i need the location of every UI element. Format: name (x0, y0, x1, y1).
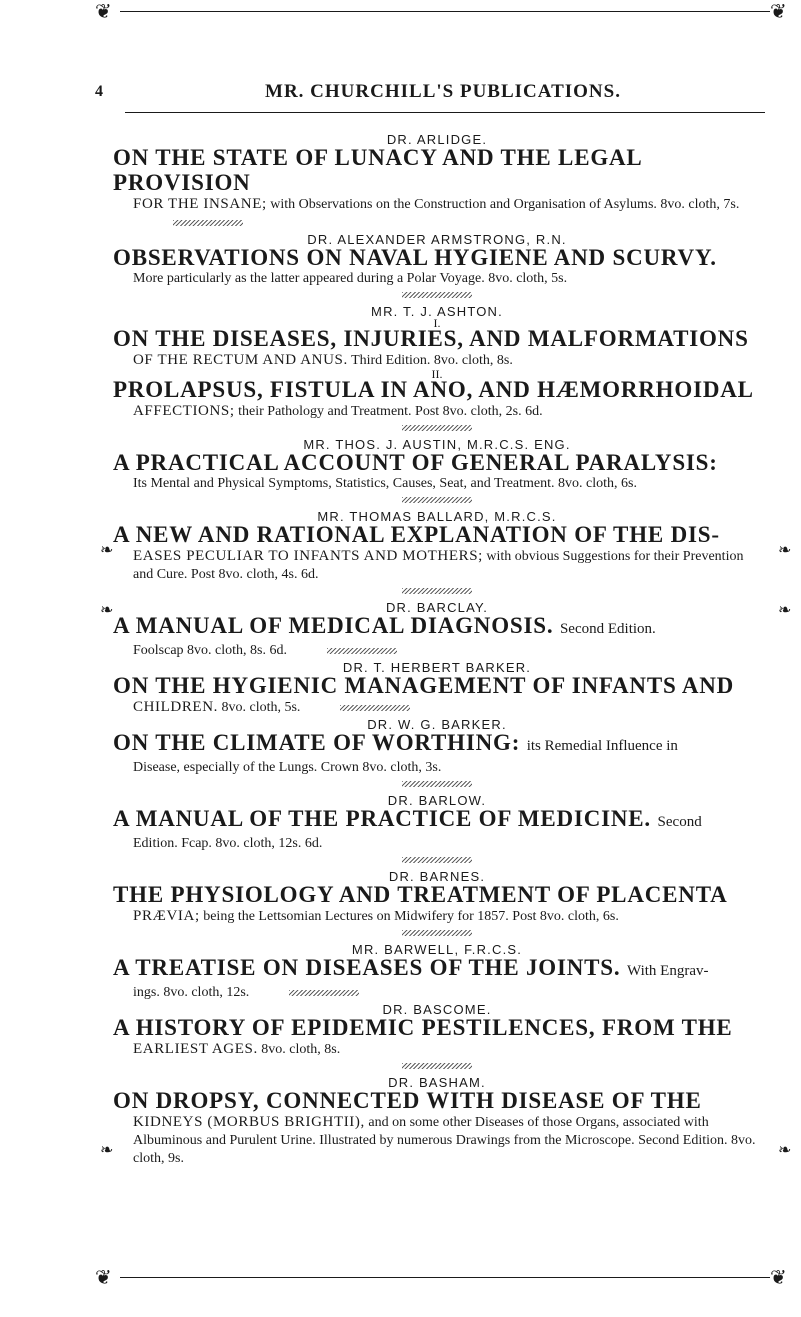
entry-title: ON THE HYGIENIC MANAGEMENT OF INFANTS AND (113, 673, 735, 698)
entry-description (133, 907, 761, 926)
entry-author: DR. BARNES. (388, 869, 486, 884)
entry-description (133, 1040, 761, 1059)
entry-number: I. (433, 316, 441, 330)
entry-description-caps: EARLIEST AGES. (133, 1041, 258, 1057)
entry-title: ON DROPSY, CONNECTED WITH DISEASE OF THE (113, 1088, 702, 1113)
catalogue-entry (113, 869, 761, 936)
entry-description-text: with obvious Suggestions for their Prevention and Cure. Post 8vo. cloth, 4s. 6d. (133, 549, 744, 582)
entry-description-caps: FOR THE INSANE; (133, 196, 267, 212)
entry-description-text: Foolscap 8vo. cloth, 8s. 6d. (133, 643, 287, 658)
entry-title: OBSERVATIONS ON NAVAL HYGIENE AND SCURVY. (113, 245, 717, 270)
entry-title: A HISTORY OF EPIDEMIC PESTILENCES, FROM THE (113, 1015, 733, 1040)
entry-title-tail: Second (657, 814, 702, 830)
wavy-divider (173, 220, 243, 226)
entry-title (113, 730, 761, 759)
wavy-divider (289, 990, 359, 996)
entry-description-text: ings. 8vo. cloth, 12s. (133, 985, 250, 1000)
catalogue-entry (113, 793, 761, 863)
entry-author: DR. BASHAM. (388, 1075, 486, 1090)
entry-description (133, 1113, 761, 1168)
entry-description-text: 8vo. cloth, 8s. (261, 1042, 341, 1057)
catalogue-entry (113, 600, 761, 660)
catalogue-entry (113, 1075, 761, 1168)
entry-author: DR. ALEXANDER ARMSTRONG, R.N. (307, 232, 567, 247)
right-margin-ornament-icon: ❧ (778, 542, 792, 559)
entry-title-text: ON THE CLIMATE OF WORTHING: (113, 730, 521, 755)
page-number: 4 (95, 83, 104, 100)
entry-title: A NEW AND RATIONAL EXPLANATION OF THE DIS- (113, 522, 720, 547)
entry-description-text: being the Lettsomian Lectures on Midwifery for 1857. Post 8vo. cloth, 6s. (203, 909, 619, 924)
running-title: MR. CHURCHILL'S PUBLICATIONS. (265, 81, 621, 102)
entry-author: MR. THOMAS BALLARD, M.R.C.S. (317, 509, 557, 524)
header-under-rule (125, 112, 765, 113)
wavy-divider (402, 425, 472, 431)
entry-title: THE PHYSIOLOGY AND TREATMENT OF PLACENTA (113, 882, 728, 907)
entry-description-caps: KIDNEYS (MORBUS BRIGHTII), (133, 1114, 365, 1130)
entry-title-text: A TREATISE ON DISEASES OF THE JOINTS. (113, 955, 621, 980)
right-margin-ornament-icon: ❧ (778, 1142, 792, 1159)
entry-description-caps: OF THE RECTUM AND ANUS. (133, 352, 348, 368)
wavy-divider (340, 705, 410, 711)
entry-description-caps: AFFECTIONS; (133, 403, 235, 419)
bottom-left-ornament-icon: ❦ (95, 1267, 112, 1289)
wavy-divider (327, 648, 397, 654)
entry-author: DR. T. HERBERT BARKER. (342, 660, 532, 675)
right-margin-ornament-icon: ❧ (778, 602, 792, 619)
entry-author: DR. W. G. BARKER. (367, 717, 507, 732)
entry-description (133, 402, 761, 421)
catalogue-entry (113, 437, 761, 503)
left-margin-ornament-icon: ❧ (100, 602, 114, 619)
entry-description-text: 8vo. cloth, 5s. (221, 700, 301, 715)
entry-title (113, 613, 761, 642)
entry-title: A PRACTICAL ACCOUNT OF GENERAL PARALYSIS: (113, 450, 718, 475)
wavy-divider (402, 292, 472, 298)
top-right-ornament-icon: ❦ (770, 1, 787, 23)
entry-description-caps: PRÆVIA; (133, 908, 200, 924)
entry-title (113, 806, 761, 835)
entry-title: ON THE DISEASES, INJURIES, AND MALFORMATIONS (113, 326, 749, 351)
entry-author: DR. ARLIDGE. (386, 132, 488, 147)
entry-description (133, 698, 761, 717)
bottom-border-rule (120, 1277, 770, 1278)
wavy-divider (402, 781, 472, 787)
entry-title-tail: Second Edition. (559, 621, 656, 637)
entry-description-caps: CHILDREN. (133, 699, 218, 715)
catalogue-entry (113, 942, 761, 1002)
entry-author: MR. THOS. J. AUSTIN, M.R.C.S. ENG. (303, 437, 571, 452)
entry-title-tail: With Engrav- (627, 963, 709, 979)
entry-title-text: A MANUAL OF MEDICAL DIAGNOSIS. (113, 613, 554, 638)
entry-description-text: their Pathology and Treatment. Post 8vo. cloth, 2s. 6d. (238, 404, 543, 419)
left-margin-ornament-icon: ❧ (100, 542, 114, 559)
entry-description-text: and on some other Diseases of those Organs, associated with Albuminous and Purulent Urine. Illustrated by numerous Drawings from the Microscope. Second Edition. 8vo. cloth, 9s. (133, 1115, 756, 1166)
wavy-divider (402, 497, 472, 503)
catalogue-entry (113, 509, 761, 594)
entry-author: MR. BARWELL, F.R.C.S. (351, 942, 523, 957)
wavy-divider (402, 588, 472, 594)
entry-title: ON THE STATE OF LUNACY AND THE LEGAL PROVISION (113, 145, 642, 195)
entry-title-tail: its Remedial Influence in (526, 738, 678, 754)
catalogue-entry (113, 132, 761, 232)
entry-description: More particularly as the latter appeared during a Polar Voyage. 8vo. cloth, 5s. (133, 271, 568, 286)
wavy-divider (402, 930, 472, 936)
entry-description (133, 195, 761, 232)
top-left-ornament-icon: ❦ (95, 1, 112, 23)
entry-description (133, 984, 761, 1002)
entry-description-text: Third Edition. 8vo. cloth, 8s. (351, 353, 513, 368)
entry-description: Edition. Fcap. 8vo. cloth, 12s. 6d. (133, 836, 323, 851)
entry-number: II. (431, 367, 443, 381)
wavy-divider (402, 1063, 472, 1069)
bottom-right-ornament-icon: ❦ (770, 1267, 787, 1289)
entry-description-text: with Observations on the Construction and Organisation of Asylums. 8vo. cloth, 7s. (270, 197, 740, 212)
entry-author: DR. BARLOW. (387, 793, 487, 808)
entry-title: PROLAPSUS, FISTULA IN ANO, AND HÆMORRHOIDAL (113, 377, 754, 402)
catalogue-entry (113, 304, 761, 431)
entry-description: Its Mental and Physical Symptoms, Statistics, Causes, Seat, and Treatment. 8vo. cloth, 6s. (133, 476, 637, 491)
entry-author: DR. BASCOME. (382, 1002, 492, 1017)
catalogue-entry (113, 660, 761, 717)
catalogue-entry (113, 717, 761, 787)
entry-author: MR. T. J. ASHTON. (371, 304, 503, 319)
entry-title (113, 955, 761, 984)
entry-description (133, 547, 761, 584)
entry-author: DR. BARCLAY. (385, 600, 489, 615)
top-border-rule (120, 11, 770, 12)
entry-description-caps: EASES PECULIAR TO INFANTS AND MOTHERS; (133, 548, 483, 564)
entry-description (133, 642, 761, 660)
catalogue-list (113, 132, 761, 1168)
catalogue-entry (113, 1002, 761, 1069)
catalogue-entry (113, 232, 761, 298)
entry-description: Disease, especially of the Lungs. Crown 8vo. cloth, 3s. (133, 760, 442, 775)
left-margin-ornament-icon: ❧ (100, 1142, 114, 1159)
entry-title-text: A MANUAL OF THE PRACTICE OF MEDICINE. (113, 806, 651, 831)
wavy-divider (402, 857, 472, 863)
